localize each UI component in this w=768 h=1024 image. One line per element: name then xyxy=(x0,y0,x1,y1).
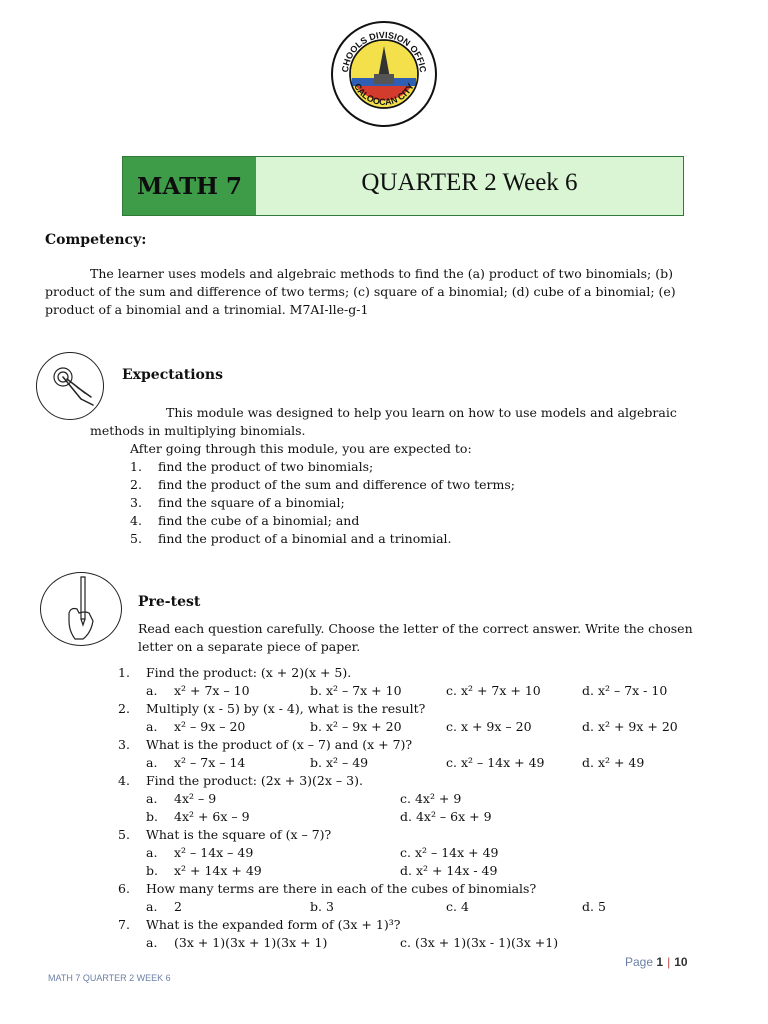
title-box xyxy=(122,156,684,216)
answer-options: a. (3x + 1)(3x + 1)(3x + 1) c. (3x + 1)(3x - 1)(3x +1) xyxy=(146,935,559,950)
competency-heading: Competency: xyxy=(45,232,147,248)
question: 6. How many terms are there in each of the cubes of binomials? xyxy=(118,881,537,896)
subject-label: MATH 7 xyxy=(123,157,256,215)
list-item: 5. find the product of a binomial and a trinomial. xyxy=(130,531,452,546)
question: 4. Find the product: (2x + 3)(2x – 3). xyxy=(118,773,363,788)
pretest-heading: Pre-test xyxy=(138,594,201,610)
answer-options: a. 2 b. 3 c. 4 d. 5 xyxy=(146,899,606,914)
competency-text: The learner uses models and algebraic methods to find the (a) product of two binomials; (b) product of the sum and difference of two terms; (c) square of a binomial; (d) cube of a binomial; (e) product of a binomial and a trinomial. M7AI-lle-g-1 xyxy=(45,266,676,317)
svg-text:SCHOOLS DIVISION OFFICE: CHOOLS DIVISION OFFIC xyxy=(339,29,429,73)
answer-options: a. x² + 7x – 10 b. x² – 7x + 10 c. x² + 7x + 10 d. x² – 7x - 10 xyxy=(146,683,668,698)
expectations-heading: Expectations xyxy=(122,367,223,383)
svg-text:CALOOCAN CITY: CALOOCAN CITY xyxy=(352,81,416,108)
pretest-instructions: Read each question carefully. Choose the letter of the correct answer. Write the chosen letter on a separate piece of paper. xyxy=(138,621,693,654)
expectations-list xyxy=(130,458,690,548)
list-item: 1. find the product of two binomials; xyxy=(130,459,374,474)
question: 2. Multiply (x - 5) by (x - 4), what is the result? xyxy=(118,701,426,716)
expectations-lead: After going through this module, you are expected to: xyxy=(130,441,472,456)
question: 5. What is the square of (x – 7)? xyxy=(118,827,332,842)
answer-options: a. x² – 9x – 20 b. x² – 9x + 20 c. x + 9x – 20 d. x² + 9x + 20 xyxy=(146,719,678,734)
page-number: Page 1 | 10 xyxy=(625,955,688,969)
footer-label: MATH 7 QUARTER 2 WEEK 6 xyxy=(48,973,171,983)
quarter-label: QUARTER 2 Week 6 xyxy=(361,169,578,196)
list-item: 4. find the cube of a binomial; and xyxy=(130,513,360,528)
hand-pencil-icon xyxy=(40,572,122,646)
answer-options: a. 4x² – 9 c. 4x² + 9 xyxy=(146,791,462,806)
list-item: 2. find the product of the sum and difference of two terms; xyxy=(130,477,515,492)
question: 1. Find the product: (x + 2)(x + 5). xyxy=(118,665,352,680)
answer-options: a. x² – 7x – 14 b. x² – 49 c. x² – 14x + 49 d. x² + 49 xyxy=(146,755,645,770)
question: 7. What is the expanded form of (3x + 1)³? xyxy=(118,917,401,932)
pretest-questions xyxy=(118,664,728,952)
list-item: 3. find the square of a binomial; xyxy=(130,495,345,510)
expectations-intro: This module was designed to help you learn on how to use models and algebraic methods in multiplying binomials. xyxy=(90,405,677,438)
division-logo xyxy=(330,20,438,128)
answer-options: b. x² + 14x + 49 d. x² + 14x - 49 xyxy=(146,863,498,878)
answer-options: a. x² – 14x – 49 c. x² – 14x + 49 xyxy=(146,845,499,860)
question: 3. What is the product of (x – 7) and (x + 7)? xyxy=(118,737,413,752)
answer-options: b. 4x² + 6x – 9 d. 4x² – 6x + 9 xyxy=(146,809,492,824)
